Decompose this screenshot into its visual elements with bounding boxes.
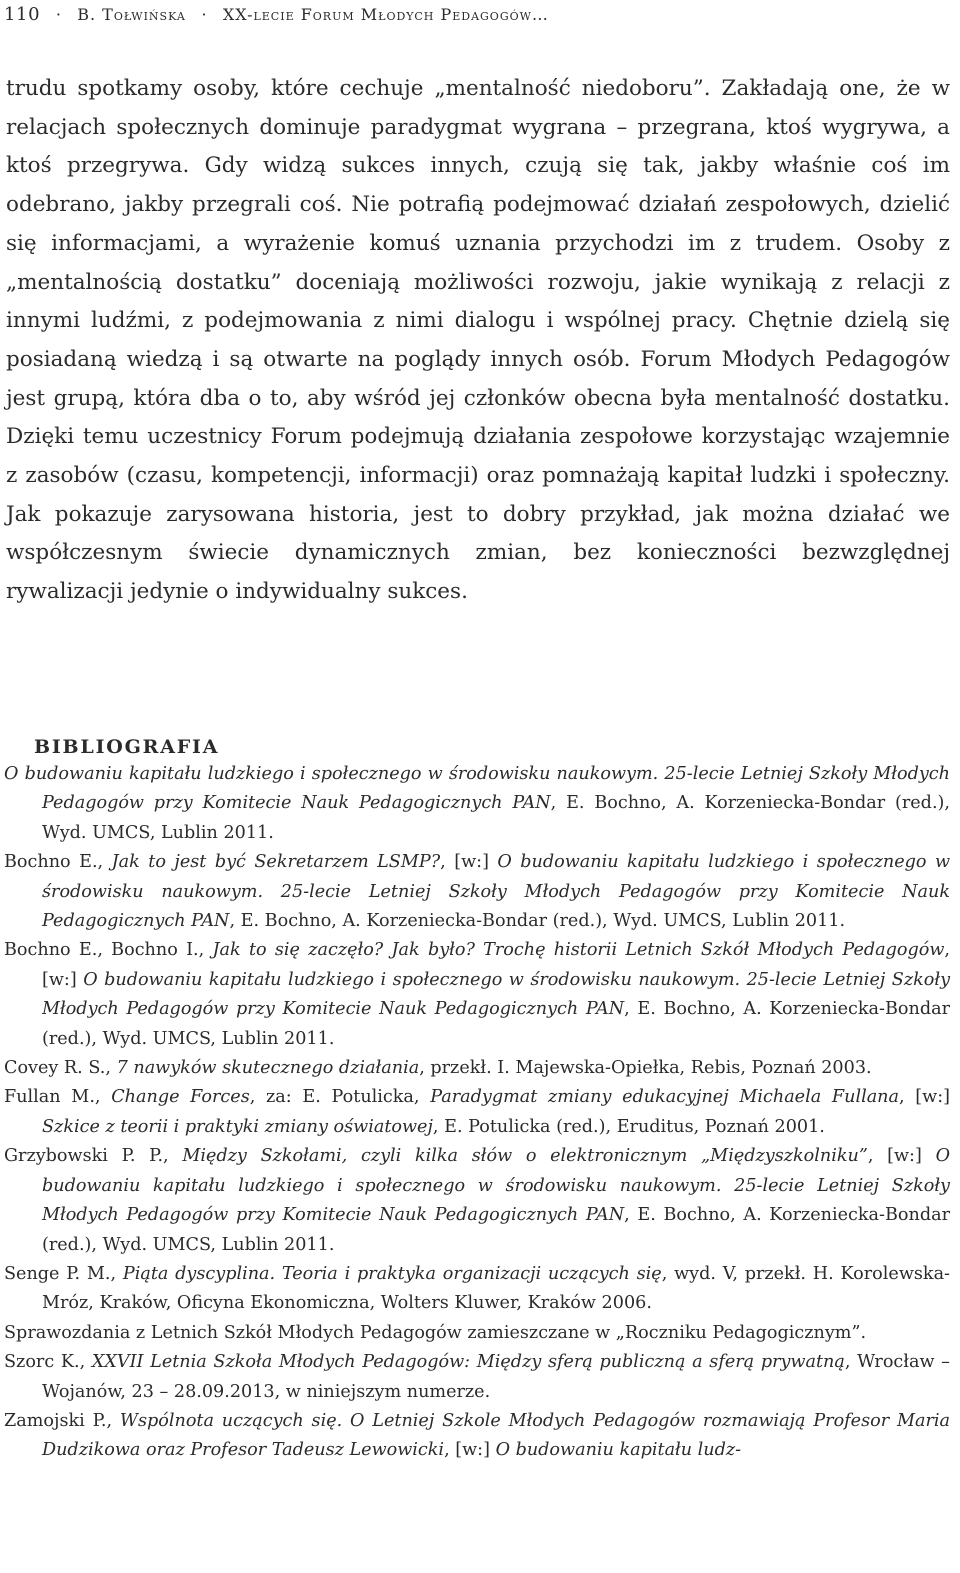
entry-text: , przekł. I. Majewska-Opiełka, Rebis, Poznań 2003. (419, 1058, 872, 1079)
bibliography-entry (4, 1054, 950, 1083)
entry-text: Zamojski P., (4, 1410, 120, 1431)
bibliography-heading-text: BIBLIOGRAFIA (34, 736, 220, 758)
entry-text: Sprawozdania z Letnich Szkół Młodych Pedagogów zamieszczane w „Roczniku Pedagogicznym”. (4, 1322, 867, 1343)
bibliography-entry (4, 848, 950, 936)
entry-title: Jak to się zaczęło? Jak było? Trochę historii Letnich Szkół Młodych Pedagogów (212, 940, 945, 961)
entry-title: Jak to jest być Sekretarzem LSMP? (111, 852, 441, 873)
bibliography-entry (4, 1083, 950, 1142)
entry-text: , [w:] (444, 1440, 496, 1461)
entry-text: , E. Bochno, A. Korzeniecka-Bondar (red.), Wyd. UMCS, Lublin 2011. (42, 793, 950, 843)
entry-text: , [w:] (899, 1087, 951, 1108)
entry-text: , E. Bochno, A. Korzeniecka-Bondar (red.), Wyd. UMCS, Lublin 2011. (229, 911, 846, 932)
entry-text: Bochno E., (4, 852, 112, 873)
entry-title: 7 nawyków skutecznego działania (116, 1058, 420, 1079)
entry-text: , E. Bochno, A. Korzeniecka-Bondar (red.), Wyd. UMCS, Lublin 2011. (42, 999, 951, 1049)
entry-title: O budowaniu kapitału ludzkiego i społecznego w środowisku naukowym. 25-lecie Letniej Szkoły Młodych Pedagogów przy Komitecie Nauk Pedagogicznych PAN (42, 852, 951, 932)
entry-text: , E. Potulicka (red.), Eruditus, Poznań 2001. (432, 1116, 825, 1137)
entry-text: Senge P. M., (4, 1263, 123, 1284)
bibliography-list (4, 760, 950, 1466)
entry-text: , [w:] (440, 852, 498, 873)
bibliography-entry (4, 936, 950, 1054)
entry-title: Między Szkołami, czyli kilka słów o elektronicznym „Międzyszkolniku” (182, 1146, 868, 1167)
running-header (4, 4, 549, 25)
entry-title: Piąta dyscyplina. Teoria i praktyka organizacji uczących się (122, 1263, 662, 1284)
bibliography-entry (4, 1142, 950, 1260)
entry-text: Bochno E., Bochno I., (4, 940, 213, 961)
entry-text: , wyd. V, przekł. H. Korolewska-Mróz, Kraków, Oficyna Ekonomiczna, Wolters Kluwer, Kraków 2006. (42, 1263, 950, 1314)
bibliography-entry (4, 1260, 950, 1319)
entry-title: Change Forces (111, 1087, 250, 1108)
entry-title: O budowaniu kapitału ludzkiego i społecznego w środowisku naukowym. 25-lecie Letniej Szkoły Młodych Pedagogów przy Komitecie Nauk Pedagogicznych PAN (42, 969, 951, 1020)
entry-text: Fullan M., (4, 1087, 112, 1108)
entry-text: , E. Bochno, A. Korzeniecka-Bondar (red.), Wyd. UMCS, Lublin 2011. (42, 1205, 951, 1255)
entry-title: O budowaniu kapitału ludzkiego i społecznego w środowisku naukowym. 25-lecie Letniej Szkoły Młodych Pedagogów przy Komitecie Nauk Pedagogicznych PAN (42, 1146, 950, 1226)
header-separator: · (201, 5, 208, 24)
bibliography-entry (4, 1319, 950, 1348)
page-number: 110 (4, 4, 41, 25)
bibliography-entry (4, 1407, 950, 1466)
bibliography-heading (34, 736, 219, 758)
entry-text: Szorc K., (4, 1352, 92, 1373)
bibliography-entry (4, 1348, 950, 1407)
entry-text: Covey R. S., (4, 1058, 117, 1079)
entry-text: , [w:] (42, 940, 950, 990)
entry-title: XXVII Letnia Szkoła Młodych Pedagogów: Między sferą publiczną a sferą prywatną (91, 1352, 845, 1373)
entry-title: O budowaniu kapitału ludzkiego i społecznego w środowisku naukowym. 25-lecie Letniej Szkoły Młodych Pedagogów przy Komitecie Nauk Pedagogicznych PAN (4, 764, 950, 814)
entry-title: Wspólnota uczących się. O Letniej Szkole Młodych Pedagogów rozmawiają Profesor Maria Dudzikowa oraz Profesor Tadeusz Lewowicki (42, 1410, 950, 1461)
entry-text: , za: E. Potulicka, (249, 1087, 431, 1108)
entry-title: O budowaniu kapitału ludz- (495, 1440, 742, 1461)
entry-title: Szkice z teorii i praktyki zmiany oświatowej (42, 1116, 433, 1137)
body-paragraph: trudu spotkamy osoby, które cechuje „mentalność niedoboru”. Zakładają one, że w relacjach społecznych dominuje paradygmat wygrana – przegrana, ktoś wygrywa, a ktoś przegrywa. Gdy widzą sukces innych, czują się tak, jakby właśnie coś im odebrano, jakby przegrali coś. Nie potrafią podejmować działań zespołowych, dzielić się informacjami, a wyrażenie komuś uznania przychodzi im z trudem. Osoby z „mentalnością dostatku” doceniają możliwości rozwoju, jakie wynikają z relacji z innymi ludźmi, z podejmowania z nimi dialogu i wspólnej pracy. Chętnie dzielą się posiadaną wiedzą i są otwarte na poglądy innych osób. Forum Młodych Pedagogów jest grupą, która dba o to, aby wśród jej członków obecna była mentalność dostatku. Dzięki temu uczestnicy Forum podejmują działania zespołowe korzystając wzajemnie z zasobów (czasu, kompetencji, informacji) oraz pomnażają kapitał ludzki i społeczny. Jak pokazuje zarysowana historia, jest to dobry przykład, jak można działać we współczesnym świecie dynamicznych zmian, bez konieczności bezwzględnej rywalizacji jedynie o indywidualny sukces. (6, 76, 950, 605)
entry-text: , [w:] (867, 1146, 936, 1167)
entry-title: Paradygmat zmiany edukacyjnej Michaela Fullana (430, 1087, 900, 1108)
entry-text: , Wrocław – Wojanów, 23 – 28.09.2013, w niniejszym numerze. (42, 1352, 950, 1402)
bibliography-entry (4, 760, 950, 848)
header-running-title: XX-lecie Forum Młodych Pedagogów… (222, 5, 549, 24)
header-author: B. Tołwińska (77, 5, 186, 24)
entry-text: Grzybowski P. P., (4, 1146, 183, 1167)
header-separator: · (55, 5, 62, 24)
